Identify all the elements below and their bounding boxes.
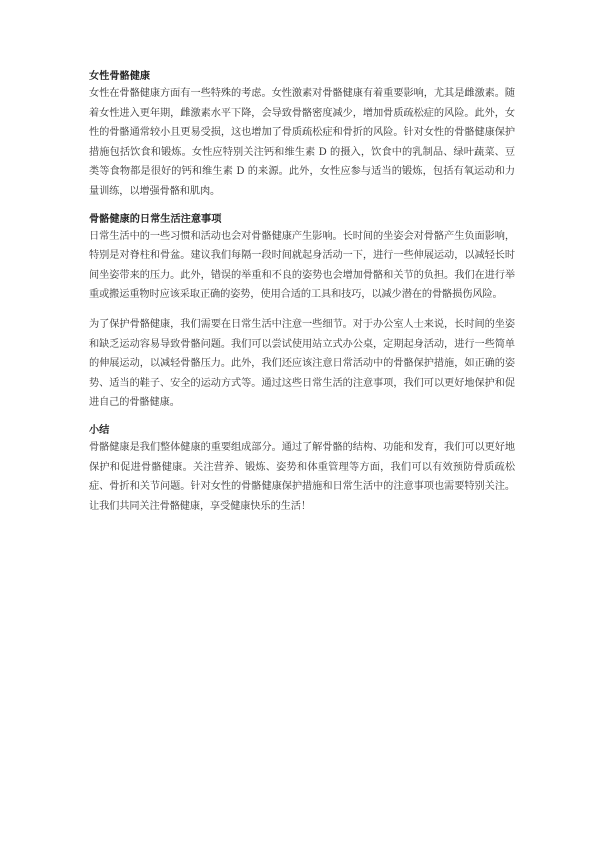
section-daily-life-notes	[89, 213, 515, 413]
section-paragraph: 日常生活中的一些习惯和活动也会对骨骼健康产生影响。长时间的坐姿会对骨骼产生负面影响，特别是对脊柱和骨盆。建议我们每隔一段时间就起身活动一下，进行一些伸展运动，以减轻长时间坐姿带来的压力。此外，错误的举重和不良的姿势也会增加骨骼和关节的负担。我们在进行举重或搬运重物时应该采取正确的姿势，使用合适的工具和技巧，以减少潜在的骨骼损伤风险。	[89, 230, 515, 301]
section-women-bone-health	[89, 70, 515, 202]
section-paragraph: 为了保护骨骼健康，我们需要在日常生活中注意一些细节。对于办公室人士来说，长时间的坐姿和缺乏运动容易导致骨骼问题。我们可以尝试使用站立式办公桌，定期起身活动，进行一些简单的伸展运动，以减轻骨骼压力。此外，我们还应该注意日常活动中的骨骼保护措施，如正确的姿势、适当的鞋子、安全的运动方式等。通过这些日常生活的注意事项，我们可以更好地保护和促进自己的骨骼健康。	[89, 318, 515, 409]
section-heading: 骨骼健康的日常生活注意事项	[89, 213, 222, 225]
section-paragraph: 骨骼健康是我们整体健康的重要组成部分。通过了解骨骼的结构、功能和发育，我们可以更好地保护和促进骨骼健康。关注营养、锻炼、姿势和体重管理等方面，我们可以有效预防骨质疏松症、骨折和关节问题。针对女性的骨骼健康保护措施和日常生活中的注意事项也需要特别关注。让我们共同关注骨骼健康，享受健康快乐的生活！	[89, 441, 515, 512]
section-summary	[89, 424, 515, 516]
document-body	[89, 70, 515, 516]
section-paragraph: 女性在骨骼健康方面有一些特殊的考虑。女性激素对骨骼健康有着重要影响，尤其是雌激素。随着女性进入更年期，雌激素水平下降，会导致骨骼密度减少，增加骨质疏松症的风险。此外，女性的骨骼通常较小且更易受损，这也增加了骨质疏松症和骨折的风险。针对女性的骨骼健康保护措施包括饮食和锻炼。女性应特别关注钙和维生素 D 的摄入，饮食中的乳制品、绿叶蔬菜、豆类等食物都是很好的钙和维生素 D 的来源。此外，女性应参与适当的锻炼，包括有氧运动和力量训练，以增强骨骼和肌肉。	[89, 88, 515, 197]
section-heading: 小结	[89, 424, 110, 436]
section-heading: 女性骨骼健康	[89, 71, 151, 82]
